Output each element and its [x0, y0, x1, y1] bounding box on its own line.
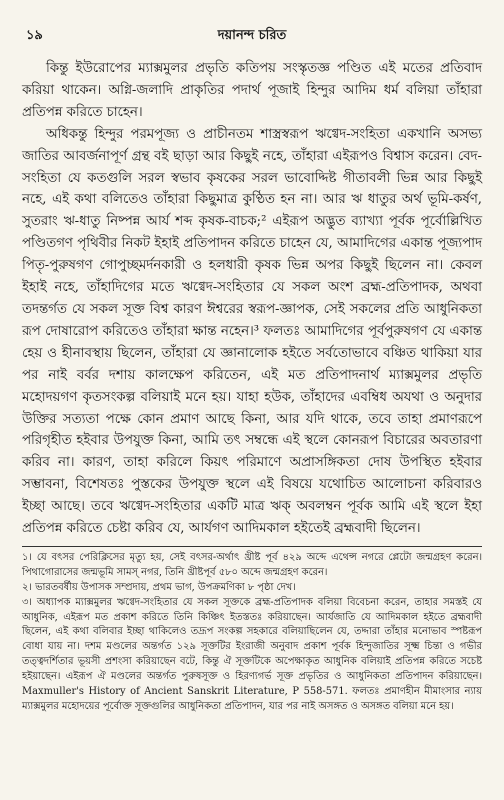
main-text — [22, 58, 482, 540]
paragraph: অধিকন্তু হিন্দুর পরমপূজ্য ও প্রাচীনতম শাস্ত্রস্বরূপ ঋগ্বেদ-সংহিতা একখানি অসভ্য জাতির আবর্জনাপূর্ণ গ্রন্থ বই ছাড়া আর কিছুই নহে, তাঁহারা এইরূপও বিশ্বাস করেন। বেদ-সংহিতা যে কতগুলি সরল স্বভাব কৃষকের সরল ভাবোদ্দিষ্ট গীতাবলী ভিন্ন আর কিছুই নহে, এই কথা বলিতেও তাঁহারা কিছুমাত্র কুণ্ঠিত হন না। আর ঋ ধাতুর অর্থ ভূমি-কর্ষণ, সুতরাং ঋ-ধাতু নিষ্পন্ন আর্য শব্দ কৃষক-বাচক;² এইরূপ অদ্ভুত ব্যাখ্যা পূর্বক পূর্বোল্লিখিত পণ্ডিতগণ পৃথিবীর নিকট ইহাই প্রতিপাদন করিতে চাহেন যে, আমাদিগের একান্ত পূজ্যপাদ পিতৃ-পুরুষগণ গোপুচ্ছমর্দনকারী ও হলধারী কৃষক ভিন্ন অপর কিছুই ছিলেন না। কেবল ইহাই নহে, তাঁহাদিগের মতে ঋগ্বেদ-সংহিতার যে সকল অংশ ব্রহ্ম-প্রতিপাদক, অথবা তদন্তর্গত যে সকল সূক্ত বিশ্ব কারণ ঈশ্বরের স্বরূপ-জ্ঞাপক, সেই সকলের প্রতি আধুনিকতা রূপ দোষারোপ করিতেও তাঁহারা ক্ষান্ত নহেন।³ ফলতঃ আমাদিগের পূর্বপুরুষগণ যে একান্ত হেয় ও হীনাবস্থায় ছিলেন, তাঁহারা যে জ্ঞানালোক হইতে সর্বতোভাবে বঞ্চিত থাকিয়া যার পর নাই বর্বর দশায় কালক্ষেপ করিতেন, এই মত প্রতিপাদনার্থ ম্যাক্সমুলর প্রভৃতি মহোদয়গণ কৃতসংকল্প বলিয়াই মনে হয়। যাহা হউক, তাঁহাদের এবম্বিধ অযথা ও অনুদার উক্তির সত্যতা পক্ষে কোন প্রমাণ আছে কিনা, আর যদি থাকে, তবে তাহা প্রমাণরূপে পরিগৃহীত হইবার উপযুক্ত কিনা, আমি তৎ সম্বন্ধে এই স্থলে কোনরূপ বিচারের অবতারণা করিব না। কারণ, তাহা করিলে কিয়ৎ পরিমাণে অপ্রাসঙ্গিকতা দোষ উপস্থিত হইবার সম্ভাবনা, বিশেষতঃ পুস্তকের উপযুক্ত স্থলে এই বিষয়ে যথোচিত আলোচনা করিবারও ইচ্ছা আছে। তবে ঋগ্বেদ-সংহিতার একটি মাত্র ঋক্ অবলম্বন পূর্বক আমি এই স্থলে ইহা প্রতিপন্ন করিতে চেষ্টা করিব যে, আর্যগণ আদিমকাল হইতেই ব্রহ্মবাদী ছিলেন। — [22, 126, 482, 537]
running-title: দয়ানন্দ চরিত — [217, 28, 287, 43]
paragraph: কিন্তু ইউরোপের ম্যাক্সমুলর প্রভৃতি কতিপয় সংস্কৃতজ্ঞ পণ্ডিত এই মতের প্রতিবাদ করিয়া থাকেন। অগ্নি-জলাদি প্রাকৃতির পদার্থ পূজাই হিন্দুর আদিম ধর্ম বলিয়া তাঁহারা প্রতিপন্ন করিতে চাহেন। — [22, 61, 482, 120]
footnote: ১। যে বৎসর পেরিক্লিসের মৃত্যু হয়, সেই বৎসর-অর্থাৎ খ্রীষ্ট পূর্ব ৪২৯ অব্দে এথেন্স নগরে প্লেটো জন্মগ্রহণ করেন। পিথাগোরাসের জন্মভূমি সামস্ নগর, তিনি খ্রীষ্টপূর্ব ৫৮০ অব্দে জন্মগ্রহণ করেন। — [22, 551, 482, 578]
footnote: ২। ভারতবর্ষীয় উপাসক সম্প্রদায়, প্রথম ভাগ, উপক্রমণিকা ৮ পৃষ্ঠা দেখ। — [22, 581, 296, 593]
footnotes — [22, 551, 482, 715]
page-header — [22, 26, 482, 44]
page-number: ১৯ — [26, 28, 43, 43]
footnote: ৩। অধ্যাপক ম্যাক্সমুলর ঋগ্বেদ-সংহিতার যে সকল সূক্তকে ব্রহ্ম-প্রতিপাদক বলিয়া বিবেচনা করেন, তাহার সমস্তই যে আধুনিক, এইরূপ মত প্রকাশ করিতে তিনি কিঞ্চিৎ ইতস্ততঃ করিয়াছেন। আর্যজাতি যে আদিমকাল হইতে ব্রহ্মবাদী ছিলেন, এই কথা বলিবার ইচ্ছা থাকিলেও তদ্রূপ সংকল্প সহকারে বলিয়াছিলেন যে, তদ্দারা তাঁহার মনোভাব স্পষ্টরূপ বোধা যায় না। দশম মণ্ডলের অন্তর্গত ১২৯ সূক্তটির ইংরাজী অনুবাদ প্রকাশ পূর্বক হিন্দুজাতির সূক্ষ্ম চিন্তা ও গভীর তত্ত্বদর্শিতার ভূয়সী প্রশংসা করিয়াছেন বটে, কিন্তু ঐ সূক্তটিকে অপেক্ষাকৃত আধুনিক বলিয়াই প্রতিপন্ন করিতে সচেষ্ট হইয়াছেন। এইরূপ ঐ মণ্ডলের অন্তর্গত পুরুষসূক্ত ও হিরণ্যগর্ভ সূক্ত প্রভৃতির ও আধুনিকতা প্রতিপাদন করিয়াছেন। Maxmuller's History of Ancient Sanskrit Literature, P 558-571. ফলতঃ প্রমাণহীন মীমাংসার ন্যায় ম্যাক্সমুলর মহোদয়ের পূর্বোক্ত সূক্তগুলির আধুনিকতা প্রতিপাদন, যার পর নাই অসঙ্গত ও অসঙ্গত বলিয়া মনে হয়। — [22, 596, 482, 712]
footnote-divider — [22, 546, 482, 547]
